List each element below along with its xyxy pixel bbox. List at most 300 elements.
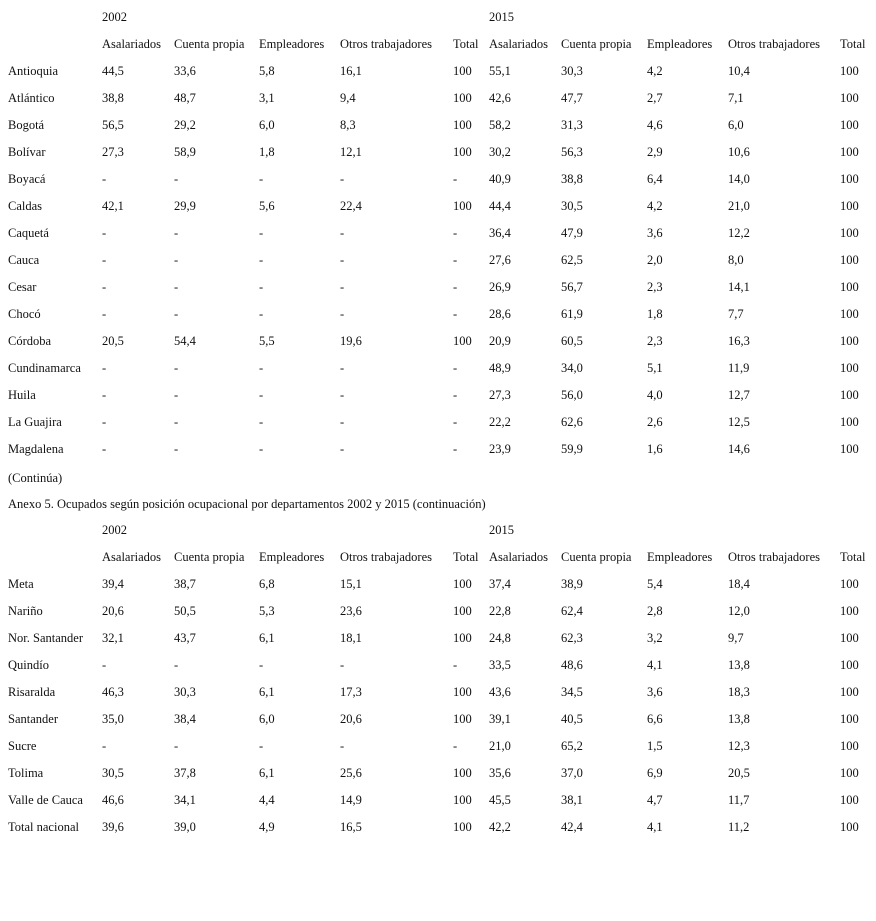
value-2015: 48,9 (489, 361, 511, 375)
year-header-row (0, 517, 876, 544)
value-2015: 59,9 (561, 442, 583, 456)
value-2002: 25,6 (340, 766, 362, 780)
value-2015: 4,2 (647, 64, 663, 78)
value-2002: - (102, 442, 107, 456)
value-2015: 2,8 (647, 604, 663, 618)
department-name: Bolívar (8, 145, 46, 159)
value-2002: - (174, 172, 179, 186)
table-row (0, 814, 876, 841)
value-2002: - (174, 739, 179, 753)
value-2015: 100 (840, 226, 859, 240)
column-header: Asalariados (489, 37, 549, 51)
value-2015: 1,8 (647, 307, 663, 321)
value-2015: 18,3 (728, 685, 750, 699)
table-row (0, 733, 876, 760)
value-2015: 10,4 (728, 64, 750, 78)
value-2015: 2,6 (647, 415, 663, 429)
value-2015: 100 (840, 577, 859, 591)
value-2015: 100 (840, 604, 859, 618)
column-header: Total (840, 550, 866, 564)
value-2002: - (259, 361, 264, 375)
value-2002: 6,0 (259, 118, 275, 132)
value-2002: - (102, 415, 107, 429)
value-2015: 33,5 (489, 658, 511, 672)
department-name: Valle de Cauca (8, 793, 83, 807)
table-row (0, 58, 876, 85)
value-2002: 35,0 (102, 712, 124, 726)
value-2015: 100 (840, 307, 859, 321)
value-2002: 48,7 (174, 91, 196, 105)
department-name: Caldas (8, 199, 43, 213)
value-2015: 12,0 (728, 604, 750, 618)
value-2015: 26,9 (489, 280, 511, 294)
value-2002: - (453, 253, 458, 267)
value-2002: - (259, 415, 264, 429)
value-2015: 100 (840, 793, 859, 807)
value-2002: 6,1 (259, 766, 275, 780)
value-2002: - (453, 307, 458, 321)
table-row (0, 328, 876, 355)
value-2002: - (174, 415, 179, 429)
table-row (0, 301, 876, 328)
column-header: Otros trabajadores (728, 550, 820, 564)
value-2002: 4,9 (259, 820, 275, 834)
department-name: Nariño (8, 604, 43, 618)
department-name: Nor. Santander (8, 631, 83, 645)
table-row (0, 706, 876, 733)
value-2015: 62,3 (561, 631, 583, 645)
value-2015: 14,0 (728, 172, 750, 186)
value-2015: 38,8 (561, 172, 583, 186)
value-2002: - (259, 226, 264, 240)
value-2002: 58,9 (174, 145, 196, 159)
value-2015: 12,7 (728, 388, 750, 402)
value-2015: 45,5 (489, 793, 511, 807)
value-2002: 44,5 (102, 64, 124, 78)
table-caption: Anexo 5. Ocupados según posición ocupacional por departamentos 2002 y 2015 (continuación) (8, 497, 486, 511)
value-2015: 100 (840, 280, 859, 294)
value-2015: 100 (840, 118, 859, 132)
value-2015: 36,4 (489, 226, 511, 240)
column-header: Total (453, 37, 479, 51)
value-2015: 4,1 (647, 820, 663, 834)
value-2015: 58,2 (489, 118, 511, 132)
value-2015: 12,2 (728, 226, 750, 240)
value-2002: 100 (453, 820, 472, 834)
value-2002: 3,1 (259, 91, 275, 105)
value-2002: - (102, 658, 107, 672)
department-name: Magdalena (8, 442, 64, 456)
column-header: Total (840, 37, 866, 51)
value-2002: - (453, 739, 458, 753)
value-2002: - (259, 739, 264, 753)
value-2002: 27,3 (102, 145, 124, 159)
value-2002: - (102, 307, 107, 321)
year-label-2015: 2015 (489, 523, 514, 537)
value-2015: 3,6 (647, 226, 663, 240)
year-label-2015: 2015 (489, 10, 514, 24)
value-2015: 47,9 (561, 226, 583, 240)
value-2002: 23,6 (340, 604, 362, 618)
table-row (0, 139, 876, 166)
value-2002: 100 (453, 91, 472, 105)
department-name: Risaralda (8, 685, 56, 699)
value-2002: - (174, 280, 179, 294)
value-2002: - (174, 253, 179, 267)
column-header: Otros trabajadores (728, 37, 820, 51)
column-header: Asalariados (102, 37, 162, 51)
value-2002: 5,5 (259, 334, 275, 348)
value-2002: - (453, 658, 458, 672)
value-2015: 4,0 (647, 388, 663, 402)
column-header: Otros trabajadores (340, 37, 432, 51)
value-2002: - (259, 658, 264, 672)
value-2002: 100 (453, 577, 472, 591)
value-2002: - (102, 172, 107, 186)
value-2015: 37,4 (489, 577, 511, 591)
continua-note: (Continúa) (8, 471, 63, 485)
value-2002: 43,7 (174, 631, 196, 645)
value-2015: 100 (840, 415, 859, 429)
value-2002: 42,1 (102, 199, 124, 213)
value-2002: - (453, 388, 458, 402)
column-header: Asalariados (102, 550, 162, 564)
year-label-2002: 2002 (102, 523, 127, 537)
year-header-row (0, 4, 876, 31)
value-2015: 62,5 (561, 253, 583, 267)
value-2015: 1,5 (647, 739, 663, 753)
department-name: Chocó (8, 307, 41, 321)
value-2002: 20,6 (340, 712, 362, 726)
department-name: Cesar (8, 280, 37, 294)
column-header: Otros trabajadores (340, 550, 432, 564)
value-2015: 100 (840, 739, 859, 753)
value-2015: 100 (840, 91, 859, 105)
value-2002: 100 (453, 334, 472, 348)
department-name: Bogotá (8, 118, 45, 132)
value-2015: 27,6 (489, 253, 511, 267)
value-2015: 28,6 (489, 307, 511, 321)
value-2015: 14,6 (728, 442, 750, 456)
value-2002: 100 (453, 793, 472, 807)
value-2002: 4,4 (259, 793, 275, 807)
value-2002: 34,1 (174, 793, 196, 807)
column-header: Empleadores (259, 37, 325, 51)
value-2015: 44,4 (489, 199, 511, 213)
table-row (0, 193, 876, 220)
value-2002: - (453, 280, 458, 294)
value-2015: 21,0 (728, 199, 750, 213)
value-2002: 6,1 (259, 685, 275, 699)
value-2002: 5,6 (259, 199, 275, 213)
value-2015: 100 (840, 685, 859, 699)
value-2015: 47,7 (561, 91, 583, 105)
value-2015: 35,6 (489, 766, 511, 780)
department-name: Huila (8, 388, 36, 402)
table-row (0, 409, 876, 436)
value-2015: 11,7 (728, 793, 750, 807)
value-2015: 55,1 (489, 64, 511, 78)
value-2015: 20,5 (728, 766, 750, 780)
value-2015: 40,5 (561, 712, 583, 726)
value-2002: - (340, 361, 345, 375)
value-2002: 100 (453, 685, 472, 699)
value-2015: 7,1 (728, 91, 744, 105)
value-2015: 18,4 (728, 577, 750, 591)
value-2002: - (340, 280, 345, 294)
value-2002: 100 (453, 64, 472, 78)
value-2002: - (340, 442, 345, 456)
value-2015: 8,0 (728, 253, 744, 267)
value-2015: 22,2 (489, 415, 511, 429)
value-2002: - (453, 415, 458, 429)
table-row (0, 625, 876, 652)
value-2015: 10,6 (728, 145, 750, 159)
value-2015: 11,9 (728, 361, 750, 375)
value-2002: 38,8 (102, 91, 124, 105)
value-2015: 3,6 (647, 685, 663, 699)
column-header: Cuenta propia (174, 37, 245, 51)
value-2015: 16,3 (728, 334, 750, 348)
value-2002: - (102, 388, 107, 402)
value-2002: - (174, 361, 179, 375)
table-row (0, 760, 876, 787)
value-2015: 11,2 (728, 820, 750, 834)
value-2015: 42,4 (561, 820, 583, 834)
table-row (0, 166, 876, 193)
value-2002: 17,3 (340, 685, 362, 699)
value-2002: 56,5 (102, 118, 124, 132)
value-2002: - (453, 226, 458, 240)
value-2002: 100 (453, 712, 472, 726)
value-2002: 20,5 (102, 334, 124, 348)
column-header: Empleadores (647, 550, 713, 564)
department-name: Tolima (8, 766, 44, 780)
department-name: Total nacional (8, 820, 79, 834)
column-header-row (0, 31, 876, 58)
value-2002: 100 (453, 604, 472, 618)
value-2002: 39,6 (102, 820, 124, 834)
value-2015: 30,3 (561, 64, 583, 78)
value-2015: 100 (840, 172, 859, 186)
value-2002: - (340, 739, 345, 753)
value-2002: 19,6 (340, 334, 362, 348)
value-2015: 56,0 (561, 388, 583, 402)
department-name: Meta (8, 577, 34, 591)
value-2002: - (259, 442, 264, 456)
department-name: Boyacá (8, 172, 46, 186)
column-header: Empleadores (259, 550, 325, 564)
table-row (0, 382, 876, 409)
department-name: Antioquia (8, 64, 58, 78)
value-2015: 2,3 (647, 334, 663, 348)
value-2002: 5,3 (259, 604, 275, 618)
value-2002: - (340, 172, 345, 186)
value-2015: 42,2 (489, 820, 511, 834)
value-2002: - (340, 307, 345, 321)
value-2002: 5,8 (259, 64, 275, 78)
table-row (0, 355, 876, 382)
value-2002: 100 (453, 631, 472, 645)
value-2015: 6,0 (728, 118, 744, 132)
value-2002: 6,1 (259, 631, 275, 645)
value-2015: 62,6 (561, 415, 583, 429)
value-2002: 16,5 (340, 820, 362, 834)
table-row (0, 220, 876, 247)
value-2015: 27,3 (489, 388, 511, 402)
value-2015: 100 (840, 631, 859, 645)
value-2015: 14,1 (728, 280, 750, 294)
value-2015: 100 (840, 442, 859, 456)
department-name: Quindío (8, 658, 49, 672)
value-2015: 2,7 (647, 91, 663, 105)
value-2015: 24,8 (489, 631, 511, 645)
value-2002: - (102, 226, 107, 240)
value-2015: 5,4 (647, 577, 663, 591)
value-2002: 46,3 (102, 685, 124, 699)
value-2002: 100 (453, 199, 472, 213)
column-header: Asalariados (489, 550, 549, 564)
value-2002: - (453, 172, 458, 186)
value-2002: 46,6 (102, 793, 124, 807)
value-2015: 2,3 (647, 280, 663, 294)
value-2002: 20,6 (102, 604, 124, 618)
department-name: Caquetá (8, 226, 49, 240)
value-2002: - (174, 226, 179, 240)
value-2015: 100 (840, 199, 859, 213)
value-2002: 39,4 (102, 577, 124, 591)
value-2015: 65,2 (561, 739, 583, 753)
value-2015: 100 (840, 145, 859, 159)
value-2015: 4,2 (647, 199, 663, 213)
value-2002: - (340, 415, 345, 429)
value-2002: 29,9 (174, 199, 196, 213)
value-2015: 22,8 (489, 604, 511, 618)
value-2002: 18,1 (340, 631, 362, 645)
value-2015: 39,1 (489, 712, 511, 726)
value-2015: 6,6 (647, 712, 663, 726)
table-row (0, 436, 876, 463)
value-2015: 13,8 (728, 712, 750, 726)
value-2015: 100 (840, 334, 859, 348)
value-2002: 9,4 (340, 91, 356, 105)
value-2015: 100 (840, 766, 859, 780)
value-2015: 6,4 (647, 172, 663, 186)
column-header: Total (453, 550, 479, 564)
value-2015: 30,2 (489, 145, 511, 159)
value-2002: 100 (453, 766, 472, 780)
value-2002: - (174, 658, 179, 672)
value-2002: - (259, 172, 264, 186)
table-row (0, 112, 876, 139)
year-label-2002: 2002 (102, 10, 127, 24)
value-2015: 12,5 (728, 415, 750, 429)
value-2002: - (340, 658, 345, 672)
value-2015: 61,9 (561, 307, 583, 321)
value-2002: - (102, 280, 107, 294)
value-2002: 16,1 (340, 64, 362, 78)
value-2015: 38,9 (561, 577, 583, 591)
value-2002: - (102, 739, 107, 753)
column-header-row (0, 544, 876, 571)
value-2002: - (340, 226, 345, 240)
value-2002: - (259, 307, 264, 321)
value-2015: 12,3 (728, 739, 750, 753)
value-2015: 62,4 (561, 604, 583, 618)
value-2002: - (453, 361, 458, 375)
department-name: Santander (8, 712, 58, 726)
value-2002: - (340, 388, 345, 402)
value-2015: 3,2 (647, 631, 663, 645)
value-2015: 5,1 (647, 361, 663, 375)
value-2015: 4,6 (647, 118, 663, 132)
column-header: Cuenta propia (174, 550, 245, 564)
value-2002: 54,4 (174, 334, 196, 348)
value-2015: 100 (840, 253, 859, 267)
value-2015: 42,6 (489, 91, 511, 105)
value-2015: 7,7 (728, 307, 744, 321)
table-row (0, 274, 876, 301)
value-2015: 100 (840, 361, 859, 375)
value-2015: 56,3 (561, 145, 583, 159)
value-2015: 100 (840, 712, 859, 726)
value-2015: 23,9 (489, 442, 511, 456)
value-2002: 29,2 (174, 118, 196, 132)
value-2015: 13,8 (728, 658, 750, 672)
value-2002: 39,0 (174, 820, 196, 834)
value-2015: 2,0 (647, 253, 663, 267)
value-2015: 4,7 (647, 793, 663, 807)
value-2002: 15,1 (340, 577, 362, 591)
value-2015: 43,6 (489, 685, 511, 699)
value-2015: 60,5 (561, 334, 583, 348)
value-2002: 32,1 (102, 631, 124, 645)
value-2015: 4,1 (647, 658, 663, 672)
department-name: Cauca (8, 253, 40, 267)
value-2002: 30,5 (102, 766, 124, 780)
table-row (0, 679, 876, 706)
value-2002: 8,3 (340, 118, 356, 132)
value-2002: 37,8 (174, 766, 196, 780)
table-row (0, 247, 876, 274)
occupational-table-part-1 (0, 4, 876, 463)
value-2002: 14,9 (340, 793, 362, 807)
value-2002: - (453, 442, 458, 456)
column-header: Cuenta propia (561, 37, 632, 51)
value-2015: 100 (840, 64, 859, 78)
value-2015: 100 (840, 820, 859, 834)
value-2015: 37,0 (561, 766, 583, 780)
value-2002: 38,7 (174, 577, 196, 591)
value-2002: 6,8 (259, 577, 275, 591)
value-2015: 100 (840, 658, 859, 672)
department-name: Cundinamarca (8, 361, 81, 375)
value-2002: - (259, 253, 264, 267)
value-2002: 100 (453, 145, 472, 159)
table-row (0, 571, 876, 598)
value-2015: 34,0 (561, 361, 583, 375)
table-row (0, 85, 876, 112)
value-2002: 6,0 (259, 712, 275, 726)
department-name: La Guajira (8, 415, 62, 429)
value-2015: 1,6 (647, 442, 663, 456)
value-2002: 30,3 (174, 685, 196, 699)
value-2015: 30,5 (561, 199, 583, 213)
value-2015: 38,1 (561, 793, 583, 807)
value-2002: - (259, 388, 264, 402)
value-2015: 56,7 (561, 280, 583, 294)
value-2002: - (174, 307, 179, 321)
